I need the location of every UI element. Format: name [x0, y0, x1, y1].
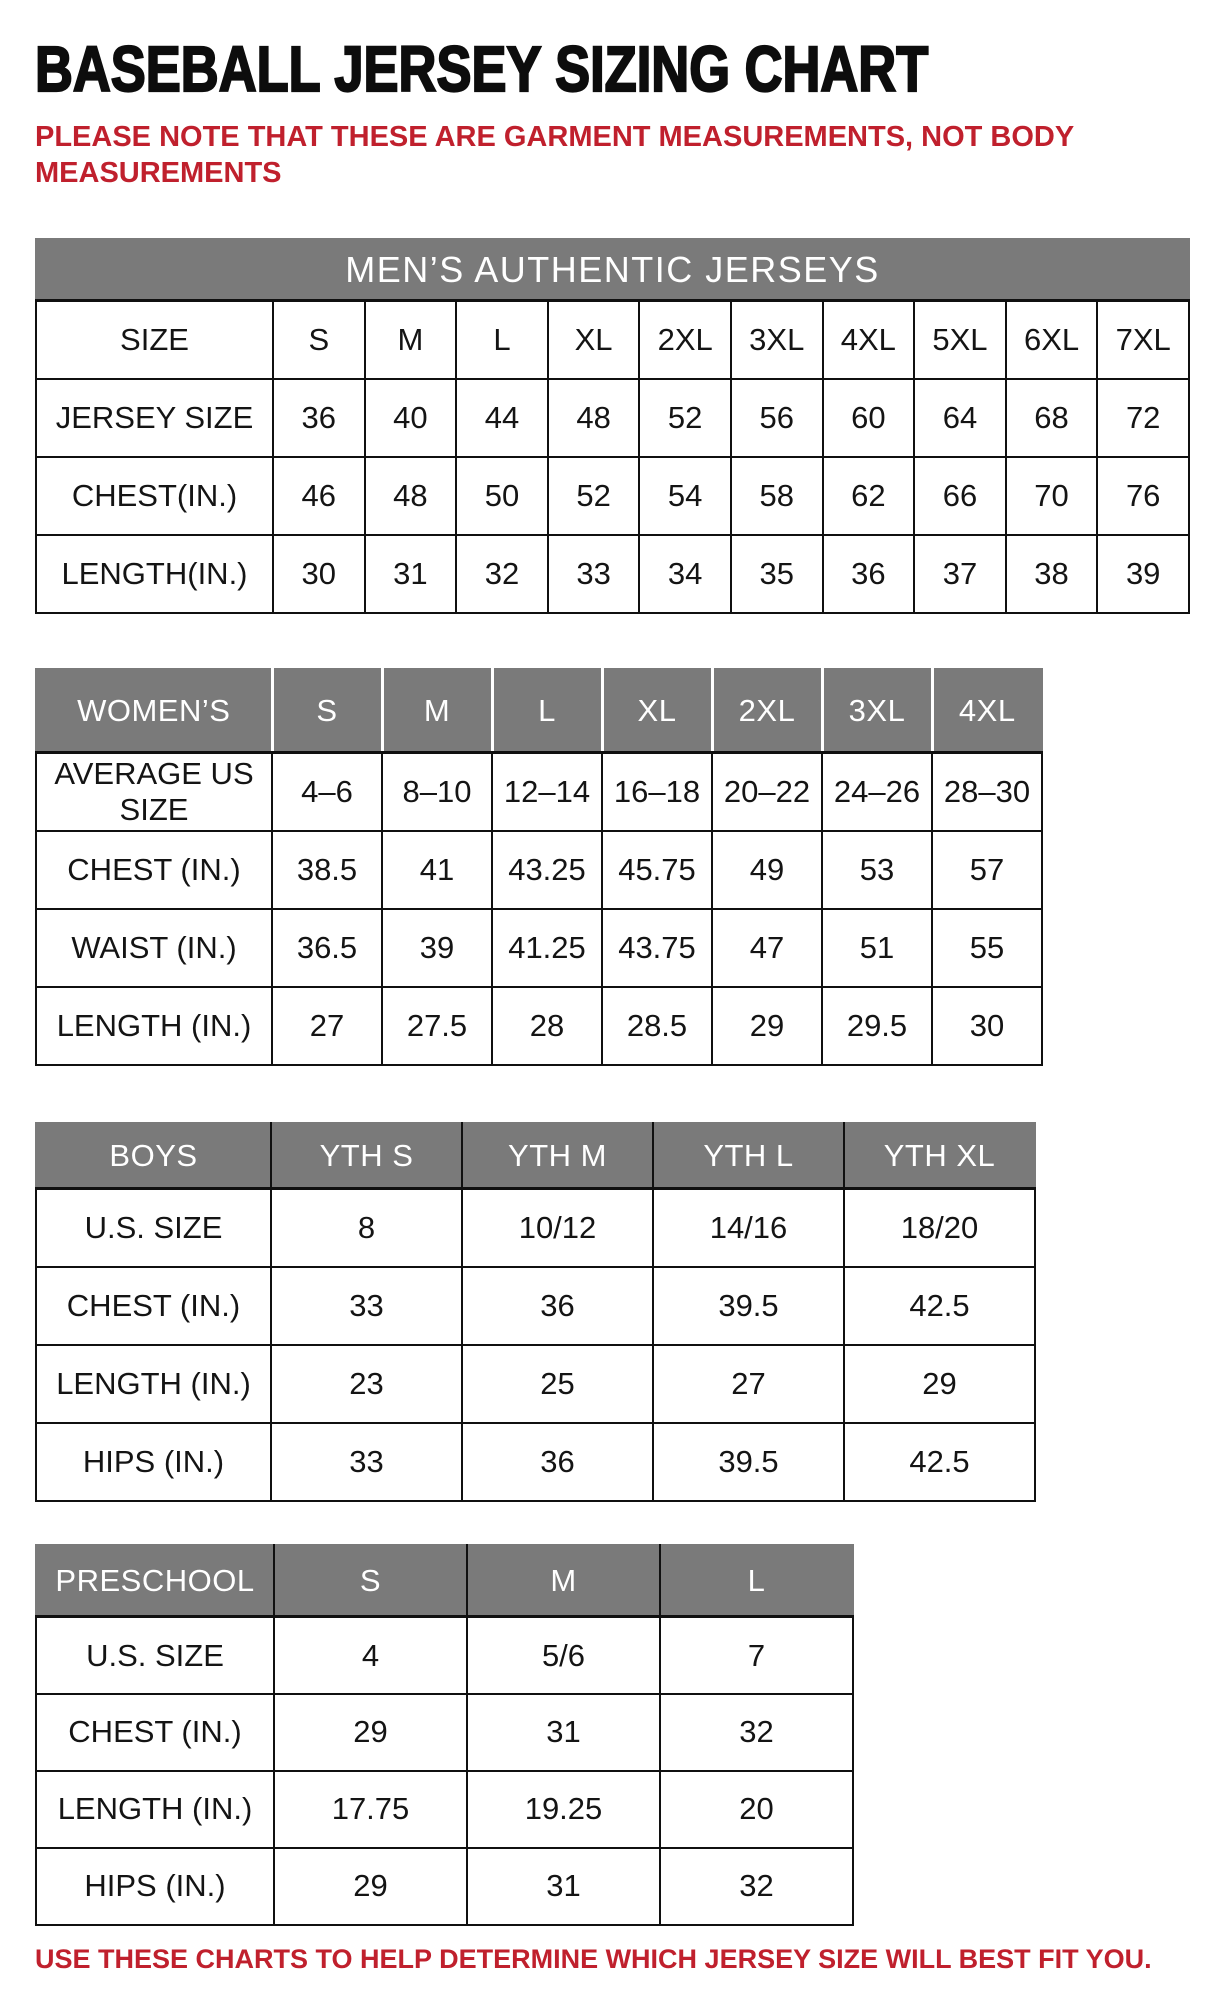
value-cell: 47 — [712, 909, 822, 987]
fit-advice-note: USE THESE CHARTS TO HELP DETERMINE WHICH JERSEY SIZE WILL BEST FIT YOU. — [35, 1943, 1152, 1974]
preschool-sizing-table — [35, 1544, 854, 1926]
value-cell: 38.5 — [272, 831, 382, 909]
row-label-cell: CHEST (IN.) — [36, 1267, 271, 1345]
value-cell: 19.25 — [467, 1771, 660, 1848]
value-cell: 70 — [1006, 457, 1098, 535]
value-cell: 5/6 — [467, 1617, 660, 1694]
value-cell: 23 — [271, 1345, 462, 1423]
value-cell: 58 — [731, 457, 823, 535]
value-cell: 51 — [822, 909, 932, 987]
value-cell: 34 — [639, 535, 731, 613]
header-cell: 4XL — [823, 301, 915, 379]
table-banner: MEN’S AUTHENTIC JERSEYS — [36, 239, 1189, 301]
value-cell: 33 — [271, 1267, 462, 1345]
value-cell: 28.5 — [602, 987, 712, 1065]
value-cell: 39.5 — [653, 1267, 844, 1345]
table-row — [36, 987, 1042, 1065]
sizing-chart-page — [0, 33, 1220, 1975]
table-row — [36, 1345, 1035, 1423]
header-cell: S — [273, 301, 365, 379]
value-cell: 53 — [822, 831, 932, 909]
value-cell: 36 — [462, 1267, 653, 1345]
value-cell: 32 — [660, 1848, 853, 1925]
boys-sizing-table — [35, 1122, 1036, 1502]
row-label-cell: WAIST (IN.) — [36, 909, 272, 987]
header-cell: YTH S — [271, 1123, 462, 1189]
value-cell: 48 — [365, 457, 457, 535]
table-row — [36, 909, 1042, 987]
row-label-cell: LENGTH (IN.) — [36, 1345, 271, 1423]
header-cell: L — [660, 1545, 853, 1617]
value-cell: 68 — [1006, 379, 1098, 457]
row-label-cell: HIPS (IN.) — [36, 1423, 271, 1501]
value-cell: 31 — [365, 535, 457, 613]
table-row — [36, 753, 1042, 831]
row-label-cell: LENGTH(IN.) — [36, 535, 273, 613]
table-row — [36, 1694, 853, 1771]
value-cell: 54 — [639, 457, 731, 535]
header-cell: S — [274, 1545, 467, 1617]
table-row — [36, 1267, 1035, 1345]
value-cell: 31 — [467, 1848, 660, 1925]
value-cell: 32 — [456, 535, 548, 613]
value-cell: 56 — [731, 379, 823, 457]
table-header-row — [36, 669, 1042, 753]
value-cell: 33 — [548, 535, 640, 613]
table-banner-row — [36, 239, 1189, 301]
value-cell: 20–22 — [712, 753, 822, 831]
value-cell: 18/20 — [844, 1189, 1035, 1267]
value-cell: 29.5 — [822, 987, 932, 1065]
value-cell: 28–30 — [932, 753, 1042, 831]
value-cell: 44 — [456, 379, 548, 457]
header-cell: 5XL — [914, 301, 1006, 379]
header-label-cell: SIZE — [36, 301, 273, 379]
header-label-cell: WOMEN’S — [36, 669, 272, 753]
table-header-row — [36, 301, 1189, 379]
value-cell: 60 — [823, 379, 915, 457]
header-cell: S — [272, 669, 382, 753]
header-cell: L — [456, 301, 548, 379]
value-cell: 27 — [653, 1345, 844, 1423]
value-cell: 25 — [462, 1345, 653, 1423]
row-label-cell: CHEST(IN.) — [36, 457, 273, 535]
value-cell: 27.5 — [382, 987, 492, 1065]
row-label-cell: JERSEY SIZE — [36, 379, 273, 457]
header-cell: 7XL — [1097, 301, 1189, 379]
value-cell: 30 — [932, 987, 1042, 1065]
value-cell: 50 — [456, 457, 548, 535]
row-label-cell: CHEST (IN.) — [36, 1694, 274, 1771]
header-cell: M — [365, 301, 457, 379]
value-cell: 43.75 — [602, 909, 712, 987]
table-row — [36, 831, 1042, 909]
value-cell: 12–14 — [492, 753, 602, 831]
value-cell: 57 — [932, 831, 1042, 909]
header-cell: 3XL — [822, 669, 932, 753]
header-label-cell: PRESCHOOL — [36, 1545, 274, 1617]
value-cell: 4–6 — [272, 753, 382, 831]
header-cell: L — [492, 669, 602, 753]
table-row — [36, 1771, 853, 1848]
value-cell: 42.5 — [844, 1423, 1035, 1501]
value-cell: 32 — [660, 1694, 853, 1771]
value-cell: 16–18 — [602, 753, 712, 831]
value-cell: 41.25 — [492, 909, 602, 987]
header-cell: XL — [602, 669, 712, 753]
value-cell: 62 — [823, 457, 915, 535]
value-cell: 72 — [1097, 379, 1189, 457]
value-cell: 29 — [274, 1694, 467, 1771]
value-cell: 39 — [1097, 535, 1189, 613]
garment-measurements-note: PLEASE NOTE THAT THESE ARE GARMENT MEASUREMENTS, NOT BODY MEASUREMENTS — [35, 121, 1074, 190]
table-row — [36, 535, 1189, 613]
value-cell: 46 — [273, 457, 365, 535]
value-cell: 31 — [467, 1694, 660, 1771]
row-label-cell: U.S. SIZE — [36, 1617, 274, 1694]
value-cell: 7 — [660, 1617, 853, 1694]
value-cell: 20 — [660, 1771, 853, 1848]
value-cell: 8 — [271, 1189, 462, 1267]
value-cell: 30 — [273, 535, 365, 613]
table-header-row — [36, 1545, 853, 1617]
value-cell: 35 — [731, 535, 823, 613]
value-cell: 41 — [382, 831, 492, 909]
value-cell: 27 — [272, 987, 382, 1065]
row-label-cell: U.S. SIZE — [36, 1189, 271, 1267]
table-header-row — [36, 1123, 1035, 1189]
value-cell: 48 — [548, 379, 640, 457]
header-cell: 2XL — [712, 669, 822, 753]
header-cell: 4XL — [932, 669, 1042, 753]
value-cell: 14/16 — [653, 1189, 844, 1267]
value-cell: 36.5 — [272, 909, 382, 987]
value-cell: 45.75 — [602, 831, 712, 909]
header-cell: XL — [548, 301, 640, 379]
value-cell: 64 — [914, 379, 1006, 457]
value-cell: 36 — [462, 1423, 653, 1501]
value-cell: 66 — [914, 457, 1006, 535]
value-cell: 17.75 — [274, 1771, 467, 1848]
table-row — [36, 1617, 853, 1694]
row-label-cell: CHEST (IN.) — [36, 831, 272, 909]
value-cell: 24–26 — [822, 753, 932, 831]
womens-sizing-table — [35, 668, 1043, 1066]
value-cell: 29 — [844, 1345, 1035, 1423]
row-label-cell: HIPS (IN.) — [36, 1848, 274, 1925]
value-cell: 4 — [274, 1617, 467, 1694]
row-label-cell: LENGTH (IN.) — [36, 987, 272, 1065]
header-cell: YTH XL — [844, 1123, 1035, 1189]
table-row — [36, 1189, 1035, 1267]
header-cell: M — [467, 1545, 660, 1617]
value-cell: 33 — [271, 1423, 462, 1501]
header-cell: YTH L — [653, 1123, 844, 1189]
value-cell: 36 — [823, 535, 915, 613]
value-cell: 38 — [1006, 535, 1098, 613]
table-row — [36, 1423, 1035, 1501]
value-cell: 36 — [273, 379, 365, 457]
value-cell: 40 — [365, 379, 457, 457]
header-cell: 2XL — [639, 301, 731, 379]
header-cell: YTH M — [462, 1123, 653, 1189]
value-cell: 42.5 — [844, 1267, 1035, 1345]
value-cell: 52 — [548, 457, 640, 535]
value-cell: 39.5 — [653, 1423, 844, 1501]
table-row — [36, 379, 1189, 457]
row-label-cell: LENGTH (IN.) — [36, 1771, 274, 1848]
header-cell: 3XL — [731, 301, 823, 379]
value-cell: 29 — [712, 987, 822, 1065]
value-cell: 37 — [914, 535, 1006, 613]
value-cell: 29 — [274, 1848, 467, 1925]
value-cell: 55 — [932, 909, 1042, 987]
value-cell: 76 — [1097, 457, 1189, 535]
value-cell: 10/12 — [462, 1189, 653, 1267]
value-cell: 28 — [492, 987, 602, 1065]
header-cell: M — [382, 669, 492, 753]
value-cell: 39 — [382, 909, 492, 987]
table-row — [36, 1848, 853, 1925]
page-title: BASEBALL JERSEY SIZING CHART — [35, 33, 929, 105]
row-label-cell: AVERAGE US SIZE — [36, 753, 272, 831]
mens-sizing-table — [35, 238, 1190, 614]
value-cell: 43.25 — [492, 831, 602, 909]
value-cell: 8–10 — [382, 753, 492, 831]
value-cell: 49 — [712, 831, 822, 909]
header-cell: 6XL — [1006, 301, 1098, 379]
value-cell: 52 — [639, 379, 731, 457]
table-row — [36, 457, 1189, 535]
header-label-cell: BOYS — [36, 1123, 271, 1189]
